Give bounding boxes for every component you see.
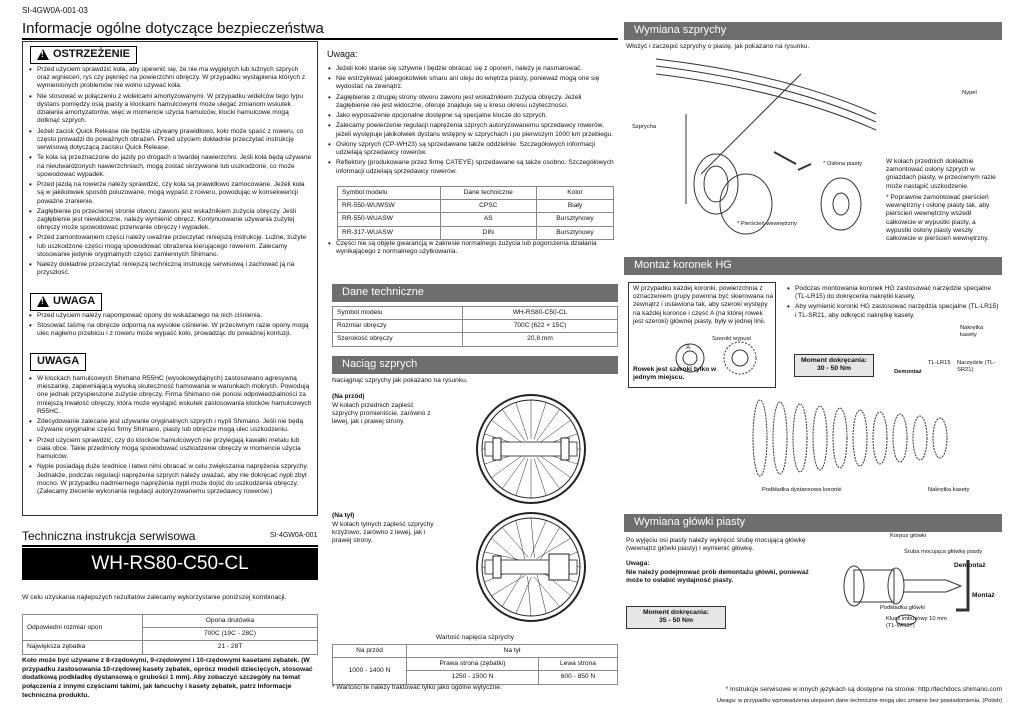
table-header: Kolor xyxy=(536,187,613,200)
tire-table xyxy=(22,614,318,655)
hg-torque-box xyxy=(794,354,874,377)
caution-header-1 xyxy=(30,293,102,311)
table-cell: RR-317-WUASW xyxy=(338,226,441,239)
caution-list-2 xyxy=(28,375,312,498)
tension-caption: Wartość napięcia szprychy xyxy=(435,634,515,641)
hub-torque-box xyxy=(626,606,726,629)
list-item: • W klockach hamulcowych Shimano R55HC (wysokowydajnych) zastosowano agresywną mieszankę, zapewniającą wysoką skuteczność hamowania w warunkach mokrych. Powodują one jednak przyspieszone zużycie obręczy. Firma Shimano nie ponosi odpowiedzialności za mniejszą trwałość obręczy, która może wystąpić wskutek zastosowania klocków hamulcowych R55HC. xyxy=(28,375,312,416)
table-cell: 20,8 mm xyxy=(463,333,618,346)
hg-list xyxy=(786,285,1000,322)
hub-note-text: Nie należy podejmować prób demontażu główki, ponieważ może to osłabić wydajność piasty. xyxy=(626,569,809,585)
szprycha-label: Szprycha xyxy=(632,124,657,130)
model-title: WH-RS80-C50-CL xyxy=(22,548,318,580)
front-label: (Na przód) xyxy=(332,393,365,400)
table-row xyxy=(338,226,614,239)
cassette-diagram xyxy=(700,392,1000,484)
lacing-intro: Naciągnąć szprychy jak pokazano na rysunku. xyxy=(332,377,468,384)
specs-header: Dane techniczne xyxy=(332,284,618,302)
tech-doc-id: SI-4GW0A-001 xyxy=(270,532,318,539)
korpus-label: Korpus główki xyxy=(890,533,927,539)
tire-value: 700C (19C - 28C) xyxy=(143,628,318,641)
warning-header xyxy=(30,46,137,64)
tension-right-header: Prawa strona (zębatki) xyxy=(407,658,539,671)
list-item: • Podczas montowania koronek HG zastosować narzędzie specjalne (TL-LR15) do dokręcenia nakrętki kasety. xyxy=(786,285,1000,301)
list-item: • Zagłębienie po przeciwnej stronie otworu zaworu jest wskaźnikiem zużycia obręczy. Jeśli zagłębienie jest niewidoczne, należy wymienić obręcz. Kontynuowanie używania zużytej obręczy może spowodować przerwanie obręczy i wypadek. xyxy=(28,208,312,233)
table-cell: Bursztynowy xyxy=(536,226,613,239)
list-item: • Nie wstrzykiwać jakiegokolwiek smaru ani oleju do wnętrza piasty, ponieważ mogą one się wydostać na zewnątrz. xyxy=(327,75,614,91)
spoke-text-1: W kołach przednich dokładnie zamontować osłony szprych w gniazdach piasty, w przeciwnym razie może nastąpić uszkodzenie. xyxy=(886,158,996,190)
tension-front-value: 1000 - 1400 N xyxy=(333,658,407,684)
hub-header: Wymiana główki piasty xyxy=(624,514,1002,532)
list-item: • Przed zamontowaniem części należy uważnie przeczytać niniejszą instrukcję. Luźne, zużyte lub uszkodzone części mogą spowodować obrażenia kierującego rowerem. Zalecamy stosowanie jedynie oryginalnych części zamiennych Shimano. xyxy=(28,234,312,259)
table-cell: CPSC xyxy=(440,200,536,213)
list-item: • Stosować taśmę na obręcze odporną na wysokie ciśnienie. W przeciwnym razie opony mogą ulec nagłemu przebiciu i z roweru może wypaść koło, prowadząc do poważnej kontuzji. xyxy=(28,322,312,338)
table-cell: WH-RS80-C50-CL xyxy=(463,307,618,320)
tl-lr15-label: TL-LR15 xyxy=(928,360,951,366)
sprocket-ring xyxy=(873,412,887,464)
hub-note-label: Uwaga: xyxy=(626,560,650,567)
sprocket-ring xyxy=(893,414,907,462)
sprocket-ring xyxy=(833,408,847,468)
tension-rear-right: 1250 - 1500 N xyxy=(407,671,539,684)
footer-line-2: Uwaga: w przypadku wprowadzenia ulepszeń dane techniczne mogą ulec zmianie bez powiadomienia. (Polish) xyxy=(716,698,1002,704)
table-row xyxy=(338,213,614,226)
hub-torque-label: Moment dokręcania: xyxy=(642,609,710,616)
table-header: Dane techniczne xyxy=(440,187,536,200)
spoke-line xyxy=(534,402,546,439)
table-row xyxy=(333,333,618,346)
table-row xyxy=(333,307,618,320)
list-item: • Jeżeli koło stanie się sztywne i będzie obracać się z oporem, należy je nasmarować. xyxy=(327,65,614,73)
tension-front-header: Na przód xyxy=(333,645,407,658)
podkladka-glowki-label: Podkładka główki xyxy=(880,605,925,611)
table-cell: Szerokość obręczy xyxy=(333,333,463,346)
warning-triangle-icon xyxy=(37,49,49,60)
list-item: • Zdecydowanie zalecane jest używanie oryginalnych szprych i nypli Shimano. Jeśli nie będą używane oryginalne części firmy Shimano, piasty lub obręcze mogą ulec uszkodzeniu. xyxy=(28,418,312,434)
spoke-text-2: * Poprawnie zamontować pierścień wewnętrzny i osłonę piasty tak, aby pierścień wewnętrzny wszedł całkowicie w wypustki piasty, a wypustki osłony piasty weszły całkowicie w pierścień wewnętrzny. xyxy=(886,194,990,243)
caution-header-2 xyxy=(30,353,86,371)
caution-list-1 xyxy=(28,312,312,341)
note-list xyxy=(327,65,614,178)
bottom-note: Koło może być używane z 8-rzędowymi, 9-rzędowymi i 10-rzędowymi kasetami zębatek. (W przypadku zastosowania 10-rzędowej kasety zębatek, oprócz modeli dziecięcych, stosować dodatkową podkładkę dystansową o grubości 1 mm). Aby zobaczyć szczegóły na temat połączenia z innymi częściami takimi, jak łańcuchy i kasety zębatek, patrz Informacje techniczna produktu. xyxy=(22,657,313,699)
sprocket-ring xyxy=(933,418,947,458)
main-title: Informacje ogólne dotyczące bezpieczeństwa xyxy=(22,20,324,37)
front-text: W kołach przednich zapleść szprychy promieniście, zarówno z lewej, jak i prawej strony. xyxy=(332,402,431,426)
list-item: • Aby wymienić koronki HG zastosować narzędzia specjalne (TL-LR15) i TL-SR21, aby odkręcić nakrętkę kasety. xyxy=(786,303,1000,319)
spoke-line xyxy=(502,573,523,607)
nypel-label: Nypel xyxy=(962,90,977,96)
szeroki-label: Szeroki wypust xyxy=(712,336,751,342)
tension-footnote: * Wartości te należy traktować tylko jako ogólne wytyczne. xyxy=(332,684,502,691)
list-item: • Reflektory (produkowane przez firmę CATEYE) sprzedawane są także osobno. Szczegółowych informacji udzielają sprzedawcy rowerów. xyxy=(327,159,614,175)
oslona-label: * Osłona piasty xyxy=(823,161,862,167)
list-item: • Te koła są przeznaczone do jazdy po drogach o twardej nawierzchni. Jeśli koła będą używane na nieutwardzonych nawierzchniach, mogą zostać skrzywione lub uszkodzone, co może spowodować wypadek. xyxy=(28,154,312,179)
specs-table xyxy=(332,306,618,347)
spoke-line xyxy=(484,552,523,561)
lacing-header: Naciąg szprych xyxy=(332,356,618,374)
table-cell: RR-550-WUASW xyxy=(338,213,441,226)
nakretka-kasety-label: Nakrętka kasety xyxy=(928,487,970,493)
table-header: Symbol modelu xyxy=(338,187,441,200)
table-cell: 700C (622 × 15C) xyxy=(463,320,618,333)
tire-header: Opona drutówka xyxy=(143,615,318,628)
title-rule xyxy=(22,38,618,40)
footer-line-1: * Instrukcje serwisowe w innych językach są dostępne na stronie: http://techdocs.shimano.com xyxy=(725,686,1002,693)
table-cell: Bursztynowy xyxy=(536,213,613,226)
rear-label: (Na tył) xyxy=(332,512,355,519)
hub-demontaz-label: Demontaż xyxy=(954,562,986,569)
recommend-text: W celu uzyskania najlepszych rezultatów zalecamy wykorzystanie poniższej kombinacji. xyxy=(22,594,287,601)
hg-box-text: W przypadku każdej koronki, powierzchnia z oznaczeniem grupy powinna być skierowana na zewnątrz i ustawiona tak, aby szeroki występy na każdej koronce i część A (na której rowek jest szeroki) głównej piasty, były w jednej linii. xyxy=(633,285,774,325)
warning-list xyxy=(28,66,312,280)
tech-title: Techniczna instrukcja serwisowa xyxy=(22,529,196,543)
table-cell: Rozmiar obręczy xyxy=(333,320,463,333)
hub-intro: Po wyjęciu osi piasty należy wykręcić śrubę mocującą główkę (wewnątrz główki piasty) i wymienić główkę. xyxy=(626,537,806,553)
hub-torque-value: 35 - 50 Nm xyxy=(658,617,693,625)
front-wheel-diagram xyxy=(445,392,617,507)
hub-montaz-label: Montaż xyxy=(972,592,995,599)
list-item: • Przed jazdą na rowerze należy sprawdzić, czy koła są prawidłowo zamocowane. Jeżeli koła są w jakikolwiek sposób poluzowane, mogą wypaść z roweru, powodując w konsekwencji poważne zranienie. xyxy=(28,181,312,206)
document-id: SI-4GW0A-001-03 xyxy=(22,6,88,15)
spoke-line xyxy=(502,527,528,557)
list-item: • Zagłębienie z drugiej strony otworu zaworu jest wskaźnikiem zużycia obręczy. Jeżeli zagłębienie nie jest widoczne, oferuje znajduje się u kresu okresu użyteczności. xyxy=(327,94,614,110)
list-item: • Części nie są objęte gwarancją w zakresie normalnego zużycia lub pogorszenia działania wynikającego z normalnego użytkowania. xyxy=(327,240,614,256)
tension-rear-header: Na tył xyxy=(407,645,618,658)
rear-wheel-diagram xyxy=(445,510,617,625)
table-cell: RR-550-WUWSW xyxy=(338,200,441,213)
warning-label: OSTRZEŻENIE xyxy=(53,48,131,60)
spoke-line xyxy=(516,520,525,559)
sprocket-value: 21 - 28T xyxy=(143,641,318,654)
rear-text: W kołach tylnych zapleść szprychy krzyżowo, zarówno z lewej, jak i prawej strony. xyxy=(332,521,434,545)
spoke-line xyxy=(516,459,528,496)
sprocket-ring xyxy=(813,406,827,470)
spoke-line xyxy=(537,575,546,614)
rowek-label: Rowek jest szeroki tylko w jednym miejscu. xyxy=(633,366,717,382)
list-item: • Należy dokładnie przeczytać niniejszą techniczną instrukcję serwisową i zachować ją na przyszłość. xyxy=(28,261,312,277)
spoke-replace-header: Wymiana szprychy xyxy=(624,22,1002,40)
spoke-line xyxy=(516,402,528,439)
table-cell: AS xyxy=(440,213,536,226)
sprocket-ring xyxy=(913,416,927,460)
spoke-replace-diagram xyxy=(626,54,882,238)
sprocket-ring xyxy=(853,410,867,466)
caution-label: UWAGA xyxy=(53,295,96,307)
sprocket-label: Największa zębatka xyxy=(23,641,143,654)
hg-nakretka-label: Nakrętka kasety xyxy=(960,325,984,339)
list-item: • Jeżeli zacisk Quick Release nie będzie używany prawidłowo, koło może spaść z roweru, co często prowadzi do poważnych obrażeń. Przed użyciem dokładnie przeczytać instrukcję serwisową dotyczącą zacisku Quick Release. xyxy=(28,128,312,153)
table-cell: Biały xyxy=(536,200,613,213)
note-label: Uwaga: xyxy=(327,49,358,59)
tl-sr21-label: Narzędzie (TL-SR21) xyxy=(957,360,996,374)
podkladka-koronki-label: Podkładka dystansowa koronki xyxy=(762,487,842,493)
tech-rule xyxy=(22,545,318,547)
spoke-replace-intro: Włożyć i zaczepić szprychy o piastę, jak pokazano na rysunku. xyxy=(626,43,810,50)
tension-table xyxy=(332,644,618,685)
list-item: • Zalecamy powierzenie regulacji naprężenia szprych autoryzowanemu sprzedawcy rowerów, jeżeli występuje jakikolwiek dystans wstępny w szprychach i po pierwszym 1000 km przebiegu. xyxy=(327,122,614,138)
sruba-label: Śruba mocująca główkę piasty xyxy=(904,549,983,555)
a-label: A xyxy=(686,345,691,351)
pierscien-label: * Pierścień wewnętrzny xyxy=(737,221,797,227)
list-item: • Przed użyciem sprawdzić koła, aby upewnić się, że nie ma wygiętych lub luźnych szprych oraz wgnieceń, rys czy pęknięć na powierzchni obręczy. W przypadku wystąpienia których z wymienionych problemów nie wolno używać koła. xyxy=(28,66,312,91)
sprocket-ring xyxy=(793,404,807,472)
table-row xyxy=(338,200,614,213)
list-item: • Osłony szprych (CP-WH23) są sprzedawane także oddzielnie. Szczegółowych informacji udzielają sprzedawcy rowerów. xyxy=(327,141,614,157)
spoke-line xyxy=(534,577,560,607)
reflector-table xyxy=(337,186,614,240)
spoke-line xyxy=(534,459,546,496)
hg-torque-label: Moment dokręcania: xyxy=(800,357,868,364)
list-item: • Jako wyposażenie opcjonalne dostępne są specjalne klucze do szprych. xyxy=(327,112,614,120)
tension-left-header: Lewa strona xyxy=(538,658,617,671)
list-item: • Przed użyciem należy napompować opony do wskazanego na nich ciśnienia. xyxy=(28,312,312,320)
hg-header: Montaż koronek HG xyxy=(624,257,1002,275)
sprocket-ring xyxy=(753,400,767,476)
klucz-label: Klucz imbusowy 10 mm (TL-WR37) xyxy=(886,616,947,630)
tension-rear-left: 600 - 850 N xyxy=(538,671,617,684)
tire-row-label: Odpowiedni rozmiar opon xyxy=(23,615,143,641)
caution-label: UWAGA xyxy=(37,355,80,367)
hg-torque-value: 30 - 50 Nm xyxy=(816,365,851,373)
table-cell: DIN xyxy=(440,226,536,239)
list-item: • Przed użyciem sprawdzić, czy do klocków hamulcowych nie przylegają kawałki metalu lub ciała obce. Takie przedmioty mogą spowodować uszkodzenie obręczy w momencie użycia hamulców. xyxy=(28,437,312,462)
list-item: • Nyple posiadają duże średnice i łatwo nimi obracać w celu zwiększania naprężenia szprychy. Jednakże, podczas regulacji naprężenia szprych należy uważać, aby nie dokręcać nypli zbyt mocno. W przypadku nadmiernego naprężenia nypli może dojść do uszkodzenia obręczy. (Zalecamy zlecenie wykonania regulacji autoryzowanemu sprzedawcy rowerów.) xyxy=(28,463,312,496)
table-row xyxy=(333,320,618,333)
table-cell: Symbol modelu xyxy=(333,307,463,320)
list-item: • Nie stosować w połączeniu z widelcami amortyzowanymi. W przypadku widelców tego typu dystans pomiędzy osią piasty a klockami hamulcowymi może ulegać zmianom wskutek działania amortyzatorów, więc w momencie użycia hamulców, klocki hamulcowe mogą dotknąć szprych. xyxy=(28,93,312,126)
sprocket-ring xyxy=(773,402,787,474)
note-after-list xyxy=(327,240,614,258)
warning-triangle-icon xyxy=(37,296,49,307)
hg-demontaz-label: Demontaż xyxy=(894,369,922,375)
